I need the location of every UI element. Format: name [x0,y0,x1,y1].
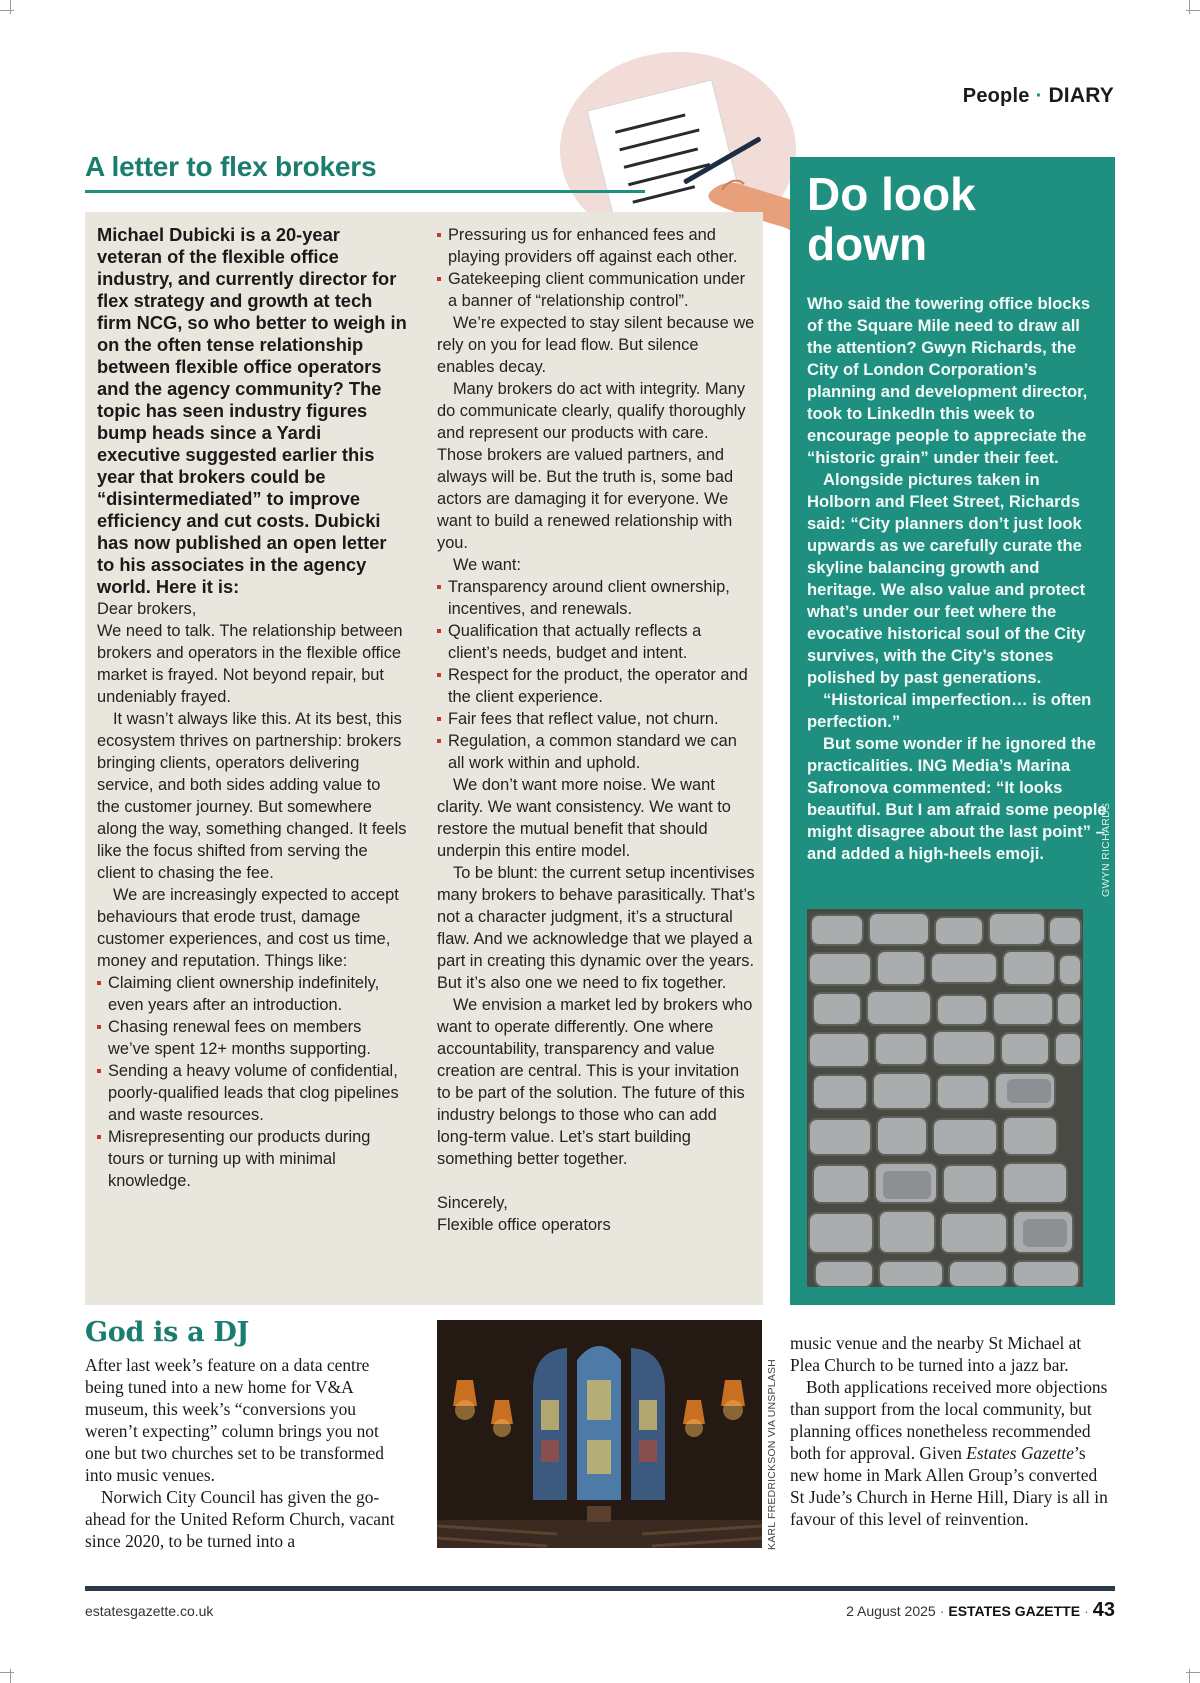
dj-column-2 [790,1332,1115,1530]
dj-paragraph: music venue and the nearby St Michael at Plea Church to be turned into a jazz bar. [790,1333,1082,1375]
letter-paragraph: We want: [453,556,522,574]
complaints-list-continued [437,224,755,312]
church-interior-photo [437,1320,762,1548]
crop-mark [0,10,14,11]
dj-paragraph: After last week’s feature on a data centre being tuned into a new home for V&A museum, this week’s “conversions you weren’t expecting” column brings you not one but two churches set to be transformed into music venues. [85,1355,384,1485]
letter-signoff: Sincerely, [437,1194,508,1212]
crop-mark [1189,0,1190,14]
letter-paragraph: To be blunt: the current setup incentivises many brokers to behave parasitically. That’s not a character judgment, it’s a structural flaw. And we acknowledge that we played a part in creating this dynamic over the years. But it’s also one we need to fix together. [437,864,755,992]
headline-rule [85,190,645,193]
dj-column-1 [85,1354,405,1552]
column-label: DIARY [1048,84,1114,107]
sidebar-paragraph: But some wonder if he ignored the practicalities. ING Media’s Marina Safronova commented: “It looks beautiful. But I am afraid some people might disagree about the last point” – and added a high-heels emoji. [807,734,1107,863]
crop-mark [10,1669,11,1683]
issue-date: 2 August 2025 [846,1603,936,1619]
publication-title: ESTATES GAZETTE [948,1603,1081,1619]
page-number: 43 [1092,1599,1115,1621]
section-separator: · [1035,85,1043,107]
letter-column-1 [97,224,407,1192]
dj-paragraph: Norwich City Council has given the go-ahead for the United Reform Church, vacant since 2020, to be turned into a [85,1487,395,1551]
letter-paragraph: We don’t want more noise. We want clarity. We want consistency. We want to restore the mutual benefit that should underpin this entire model. [437,776,731,860]
section-header [963,84,1114,108]
letter-box [85,212,763,1305]
folio-separator: · [1084,1603,1089,1619]
letter-paragraph: We’re expected to stay silent because we rely on you for lead flow. But silence enables decay. [437,314,755,376]
list-item: Respect for the product, the operator and the client experience. [437,664,755,708]
list-item: Misrepresenting our products during tours or turning up with minimal knowledge. [97,1126,407,1192]
list-item: Gatekeeping client communication under a banner of “relationship control”. [437,268,755,312]
footer-folio [846,1599,1115,1622]
photo-credit: GWYN RICHARDS [1100,802,1112,897]
letter-paragraph: Many brokers do act with integrity. Many do communicate clearly, qualify thoroughly and represent our products with care. Those brokers are valued partners, and always will be. But the truth is, some bad actors are damaging it for everyone. We want to build a renewed relationship with you. [437,380,746,552]
dj-headline: God is a DJ [85,1317,249,1348]
letter-paragraph: It wasn’t always like this. At its best, this ecosystem thrives on partnership: brokers bringing clients, operators delivering service, and both sides adding value to the customer journey. But somewhere along the way, something changed. It feels like the focus shifted from serving the client to chasing the fee. [97,710,407,882]
letter-paragraph: We envision a market led by brokers who want to operate differently. One where accountability, transparency and value creation are central. This is your invitation to be part of the solution. The future of this industry belongs to those who can add long-term value. Let’s start building something better together. [437,996,753,1168]
list-item: Chasing renewal fees on members we’ve spent 12+ months supporting. [97,1016,407,1060]
sidebar-paragraph: Alongside pictures taken in Holborn and Fleet Street, Richards said: “City planners don’t just look upwards as we carefully curate the skyline balancing growth and heritage. We also value and protect what’s under our feet where the evocative historical soul of the City survives, with the City’s stones polished by past generations. [807,470,1086,687]
footer-website: estatesgazette.co.uk [85,1603,214,1619]
letter-salutation: Dear brokers, [97,600,197,618]
crop-mark [10,0,11,14]
photo-credit: KARL FREDRICKSON VIA UNSPLASH [766,1359,778,1550]
list-item: Claiming client ownership indefinitely, even years after an introduction. [97,972,407,1016]
dj-paragraph [790,1376,1115,1530]
letter-column-2 [437,224,755,1236]
publication-name: Estates Gazette [966,1443,1074,1463]
sidebar-paragraph: “Historical imperfection… is often perfection.” [807,690,1092,731]
cobblestone-photo [807,909,1083,1287]
sidebar-paragraph: Who said the towering office blocks of the Square Mile need to draw all the attention? Gwyn Richards, the City of London Corporation’s planning and development director, took to LinkedIn this week to encourage people to appreciate the “historic grain” under their feet. [807,294,1091,467]
sidebar-headline: Do look down [807,168,976,270]
sidebar-box [790,157,1115,1305]
letter-intro: Michael Dubicki is a 20-year veteran of the flexible office industry, and currently director for flex strategy and growth at tech firm NCG, so who better to weigh in on the often tense relationship between flexible office operators and the agency community? The topic has seen industry figures bump heads since a Yardi executive suggested earlier this year that brokers could be “disintermediated” to improve efficiency and cut costs. Dubicki has now published an open letter to his associates in the agency world. Here it is: [97,224,407,597]
crop-mark [1189,1669,1190,1683]
letter-signature: Flexible office operators [437,1216,611,1234]
list-item: Pressuring us for enhanced fees and playing providers off against each other. [437,224,755,268]
list-item: Transparency around client ownership, incentives, and renewals. [437,576,755,620]
wants-list [437,576,755,774]
folio-separator: · [939,1603,945,1619]
dj-text: ’s new home in Mark Allen Group’s converted St Jude’s Church in Herne Hill, Diary is all in favour of this level of reinvention. [790,1443,1108,1529]
list-item: Qualification that actually reflects a client’s needs, budget and intent. [437,620,755,664]
letter-headline: A letter to flex brokers [85,151,377,182]
letter-paragraph: We are increasingly expected to accept behaviours that erode trust, damage customer experiences, and cost us time, money and reputation. Things like: [97,886,399,970]
sidebar-body [807,293,1107,865]
dj-text: Both applications received more objections than support from the local community, but planning offices nonetheless recommended both for approval. Given [790,1377,1108,1463]
list-item: Sending a heavy volume of confidential, poorly-qualified leads that clog pipelines and waste resources. [97,1060,407,1126]
letter-paragraph: We need to talk. The relationship between brokers and operators in the flexible office market is frayed. Not beyond repair, but undeniably frayed. [97,622,403,706]
complaints-list [97,972,407,1192]
crop-mark [0,1672,14,1673]
footer-rule [85,1586,1115,1591]
section-label: People [962,85,1030,107]
list-item: Regulation, a common standard we can all work within and uphold. [437,730,755,774]
list-item: Fair fees that reflect value, not churn. [437,708,755,730]
